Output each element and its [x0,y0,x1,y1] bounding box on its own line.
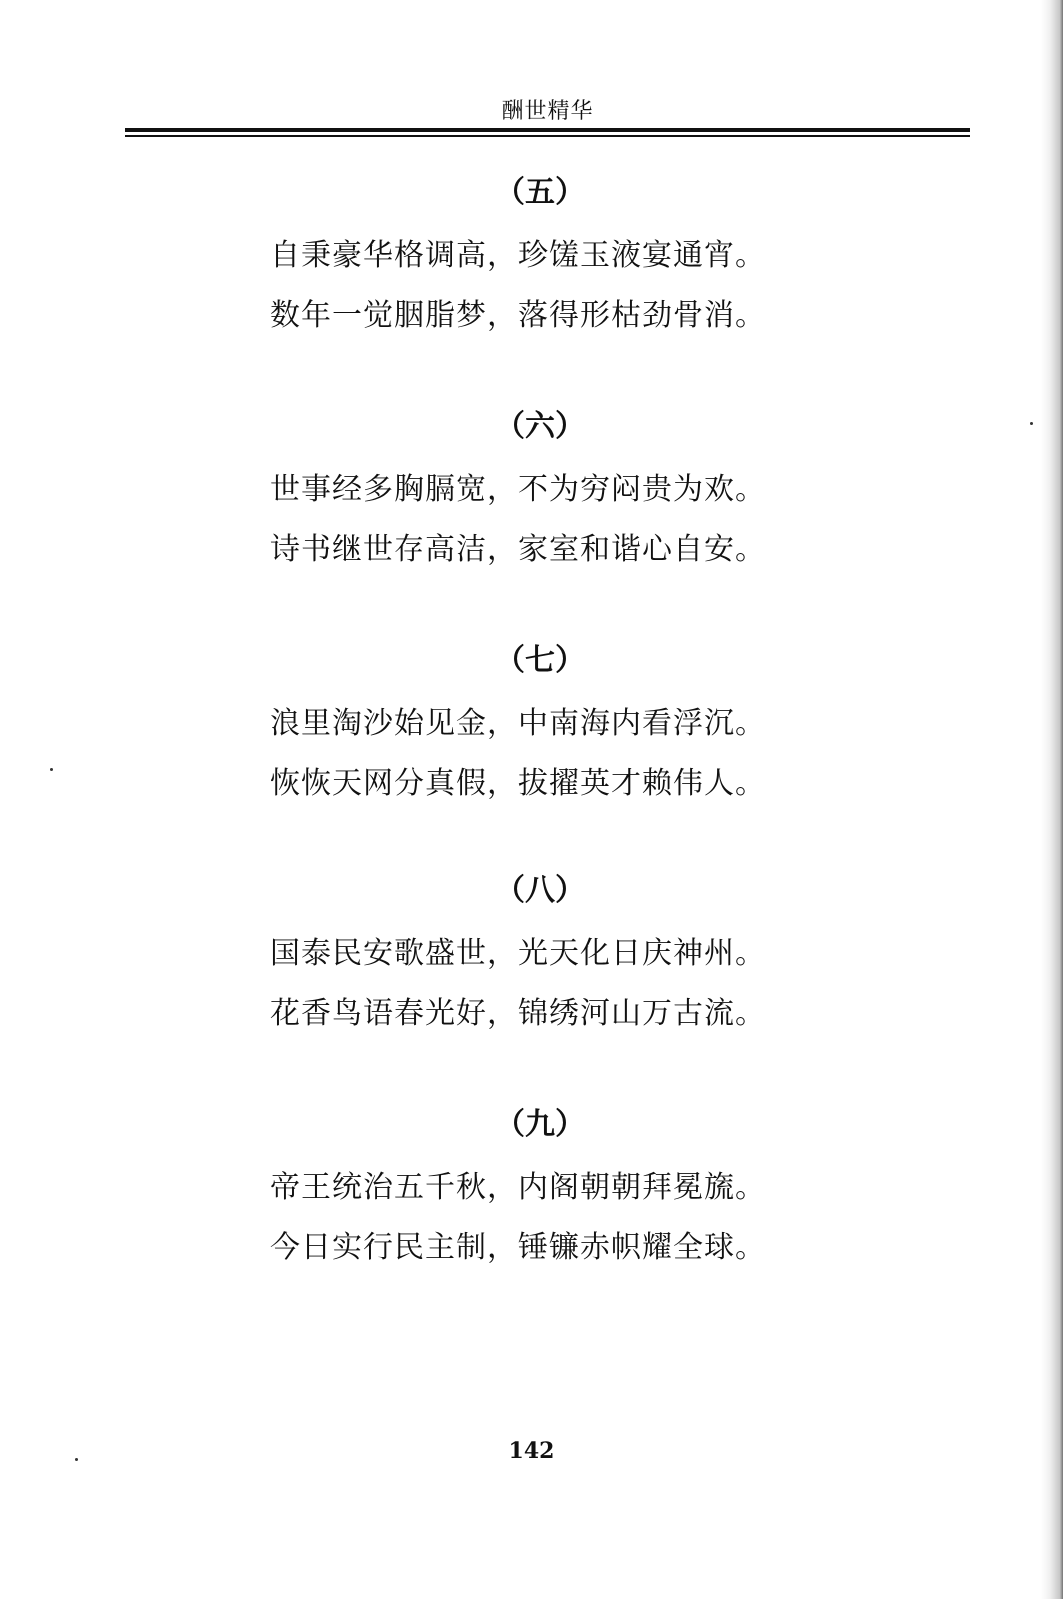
running-header: 酬世精华 [501,99,594,124]
scan-speck [50,768,53,771]
poem-line: 今日实行民主制，锤镰赤帜耀全球。 [270,1230,766,1265]
poem-line: 恢恢天网分真假，拔擢英才赖伟人。 [270,766,766,801]
poem-6 [270,402,810,580]
poem-line: 世事经多胸膈宽，不为穷闷贵为欢。 [270,472,766,507]
poem-line: 花香鸟语春光好，锦绣河山万古流。 [270,996,766,1031]
poem-number: （七） [495,643,585,678]
header-rule-thick [125,128,970,132]
header-rule-thin [125,135,970,137]
poem-number: （九） [495,1107,585,1142]
poem-number: （六） [495,409,585,444]
poem-line: 自秉豪华格调高，珍馐玉液宴通宵。 [270,238,766,273]
scan-speck [1030,422,1033,425]
poem-line: 浪里淘沙始见金，中南海内看浮沉。 [270,706,766,741]
poem-number: （八） [495,873,585,908]
page-number: 142 [508,1438,555,1464]
poem-9 [270,1100,810,1278]
scan-edge-shadow [1041,0,1063,1599]
poem-line: 诗书继世存高洁，家室和谐心自安。 [270,532,766,567]
poem-line: 国泰民安歌盛世，光天化日庆神州。 [270,936,766,971]
poem-7 [270,636,810,814]
poem-number: （五） [495,175,585,210]
poem-8 [270,866,810,1044]
poem-line: 帝王统治五千秋，内阁朝朝拜冕旒。 [270,1170,766,1205]
scan-speck [75,1458,78,1461]
poem-line: 数年一觉胭脂梦，落得形枯劲骨消。 [270,298,766,333]
poem-5 [270,168,810,346]
